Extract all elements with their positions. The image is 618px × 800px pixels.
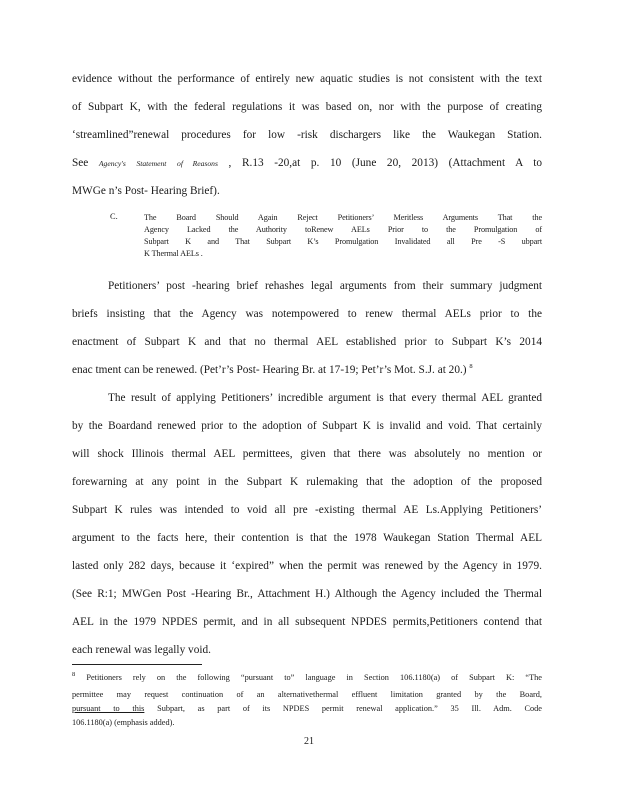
body-text-line: Subpart K rules was intended to void all pre -existing thermal AE Ls.Applying Petitioners’ xyxy=(72,504,542,516)
footnote-separator xyxy=(72,664,202,665)
body-text-line: argument to the facts here, their contention is that the 1978 Waukegan Station Thermal AEL xyxy=(72,532,542,544)
section-heading-line: Agency Lacked the Authority toRenew AELs Prior to the Promulgation of xyxy=(144,225,542,234)
section-marker: C. xyxy=(110,212,118,221)
footnote-underlined-text: pursuant to this xyxy=(72,704,145,713)
section-heading-line: The Board Should Again Reject Petitioners’ Meritless Arguments That the xyxy=(144,213,542,222)
citation-line xyxy=(72,156,542,171)
body-text-line: enactment of Subpart K and that no thermal AEL established prior to Subpart K’s 2014 xyxy=(72,336,542,348)
body-text-line: of Subpart K, with the federal regulations it was based on, nor with the purpose of creating xyxy=(72,101,542,113)
body-text-line: Petitioners’ post -hearing brief rehashes legal arguments from their summary judgment xyxy=(108,280,542,292)
footnote-text: Petitioners rely on the following “pursuant to” language in Section 106.1180(a) of Subpart K: “The xyxy=(86,673,542,682)
footnote-line: permittee may request continuation of an alternativethermal effluent limitation granted by the Board, xyxy=(72,690,542,699)
body-text-line: by the Boardand renewed prior to the adoption of Subpart K is invalid and void. That certainly xyxy=(72,420,542,432)
body-text-line: forewarning at any point in the Subpart K rulemaking that the adoption of the proposed xyxy=(72,476,542,488)
footnote-marker: 8 xyxy=(72,671,76,679)
body-text-line: briefs insisting that the Agency was notempowered to renew thermal AELs prior to the xyxy=(72,308,542,320)
section-heading-line: K Thermal AELs . xyxy=(144,249,203,258)
page-number: 21 xyxy=(304,736,314,747)
footnote-line: 106.1180(a) (emphasis added). xyxy=(72,718,175,727)
body-text-line xyxy=(72,363,542,377)
body-text-line: (See R:1; MWGen Post -Hearing Br., Attachment H.) Although the Agency included the Thermal xyxy=(72,588,542,600)
citation-title-word: of Reasons xyxy=(177,159,218,168)
body-text-line: will shock Illinois thermal AEL permittees, given that there was absolutely no mention or xyxy=(72,448,542,460)
body-text-line: lasted only 282 days, because it ‘expired” when the permit was renewed by the Agency in 1979. xyxy=(72,560,542,572)
section-heading-line: Subpart K and That Subpart K’s Promulgation Invalidated all Pre -S ubpart xyxy=(144,237,542,246)
body-text-line: evidence without the performance of entirely new aquatic studies is not consistent with the text xyxy=(72,73,542,85)
body-text-line: The result of applying Petitioners’ incredible argument is that every thermal AEL granted xyxy=(108,392,542,404)
citation-title-word: Agency's xyxy=(98,159,126,168)
citation-title-word: Statement xyxy=(136,159,167,168)
body-text: enac tment can be renewed. (Pet’r’s Post- Hearing Br. at 17-19; Pet’r’s Mot. S.J. at 20.) xyxy=(72,364,467,376)
body-text-line: each renewal was legally void. xyxy=(72,644,211,656)
footnote-reference[interactable]: 8 xyxy=(469,363,473,371)
footnote-text: Subpart, as part of its NPDES permit renewal application.” 35 Ill. Adm. Code xyxy=(157,704,542,713)
footnote-line xyxy=(72,672,542,683)
body-text-line: AEL in the 1979 NPDES permit, and in all subsequent NPDES permits,Petitioners contend that xyxy=(72,616,542,628)
footnote-line xyxy=(72,703,542,714)
citation-see: See xyxy=(72,157,89,169)
citation-details: , R.13 -20,at p. 10 (June 20, 2013) (Attachment A to xyxy=(228,157,542,169)
body-text-line: ‘streamlined”renewal procedures for low -risk dischargers like the Waukegan Station. xyxy=(72,129,542,141)
body-text-line: MWGe n’s Post- Hearing Brief). xyxy=(72,185,220,197)
